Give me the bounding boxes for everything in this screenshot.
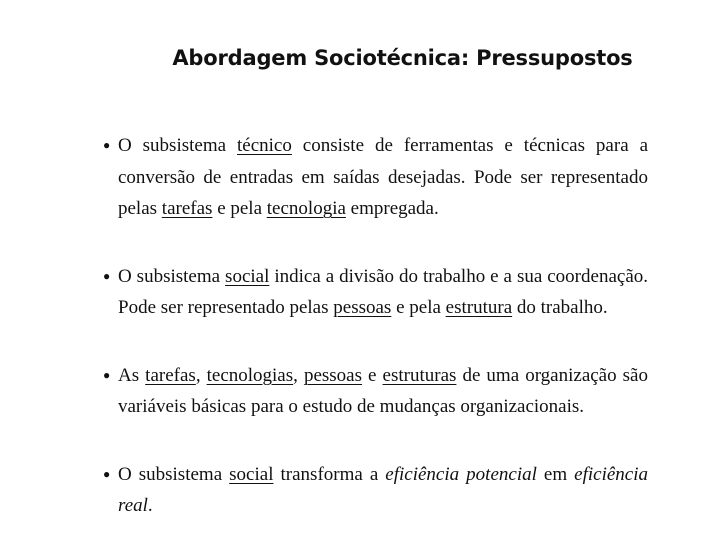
italic-term: eficiência potencial (385, 463, 537, 485)
bullet-text (118, 261, 648, 324)
bullet-dot-icon: ● (103, 466, 111, 481)
bullet-text (118, 459, 648, 522)
italic-term: eficiência real (118, 463, 648, 516)
text-run: empregada. (345, 198, 439, 219)
bullet-item (104, 261, 648, 324)
text-run: As (118, 364, 146, 386)
text-run: O subsistema (118, 135, 237, 156)
underlined-term: tecnologia (266, 198, 346, 219)
text-run: O subsistema (118, 265, 226, 287)
slide-title: Abordagem Sociotécnica: Pressupostos (172, 46, 633, 70)
bullet-text (118, 130, 648, 225)
text-run: consiste de ferramentas e técnicas para a conversão de entradas em saídas desejadas. Pode ser representado pelas (118, 135, 649, 219)
bullet-dot-icon: ● (103, 138, 111, 152)
bullet-item (104, 130, 648, 225)
bullet-item (104, 459, 648, 522)
text-run: em (536, 463, 575, 485)
underlined-term: social (229, 463, 274, 485)
bullet-dot-icon: ● (103, 268, 111, 283)
underlined-term: pessoas (333, 297, 392, 318)
text-run: O subsistema (118, 463, 230, 485)
bullet-item (104, 360, 648, 423)
bullet-dot-icon: ● (103, 367, 111, 382)
text-run: . (147, 495, 153, 516)
underlined-term: estrutura (445, 297, 513, 318)
bullet-list (104, 130, 648, 522)
text-run: , (293, 364, 304, 386)
text-run: do trabalho. (512, 297, 608, 318)
text-run: e (362, 364, 383, 386)
text-run: e pela (391, 297, 446, 318)
underlined-term: tarefas (161, 198, 213, 219)
bullet-text (118, 360, 648, 423)
underlined-term: tecnologias (206, 364, 294, 386)
underlined-term: técnico (237, 135, 292, 156)
underlined-term: social (225, 265, 270, 287)
text-run: transforma a (273, 463, 386, 485)
text-run: de uma organização são variáveis básicas para o estudo de mudanças organizacionais. (118, 364, 648, 417)
underlined-term: estruturas (382, 364, 457, 386)
text-run: indica a divisão do trabalho e a sua coordenação. Pode ser representado pelas (118, 265, 648, 318)
underlined-term: pessoas (303, 364, 362, 386)
text-run: e pela (212, 198, 267, 219)
text-run: , (195, 364, 207, 386)
underlined-term: tarefas (145, 364, 196, 386)
